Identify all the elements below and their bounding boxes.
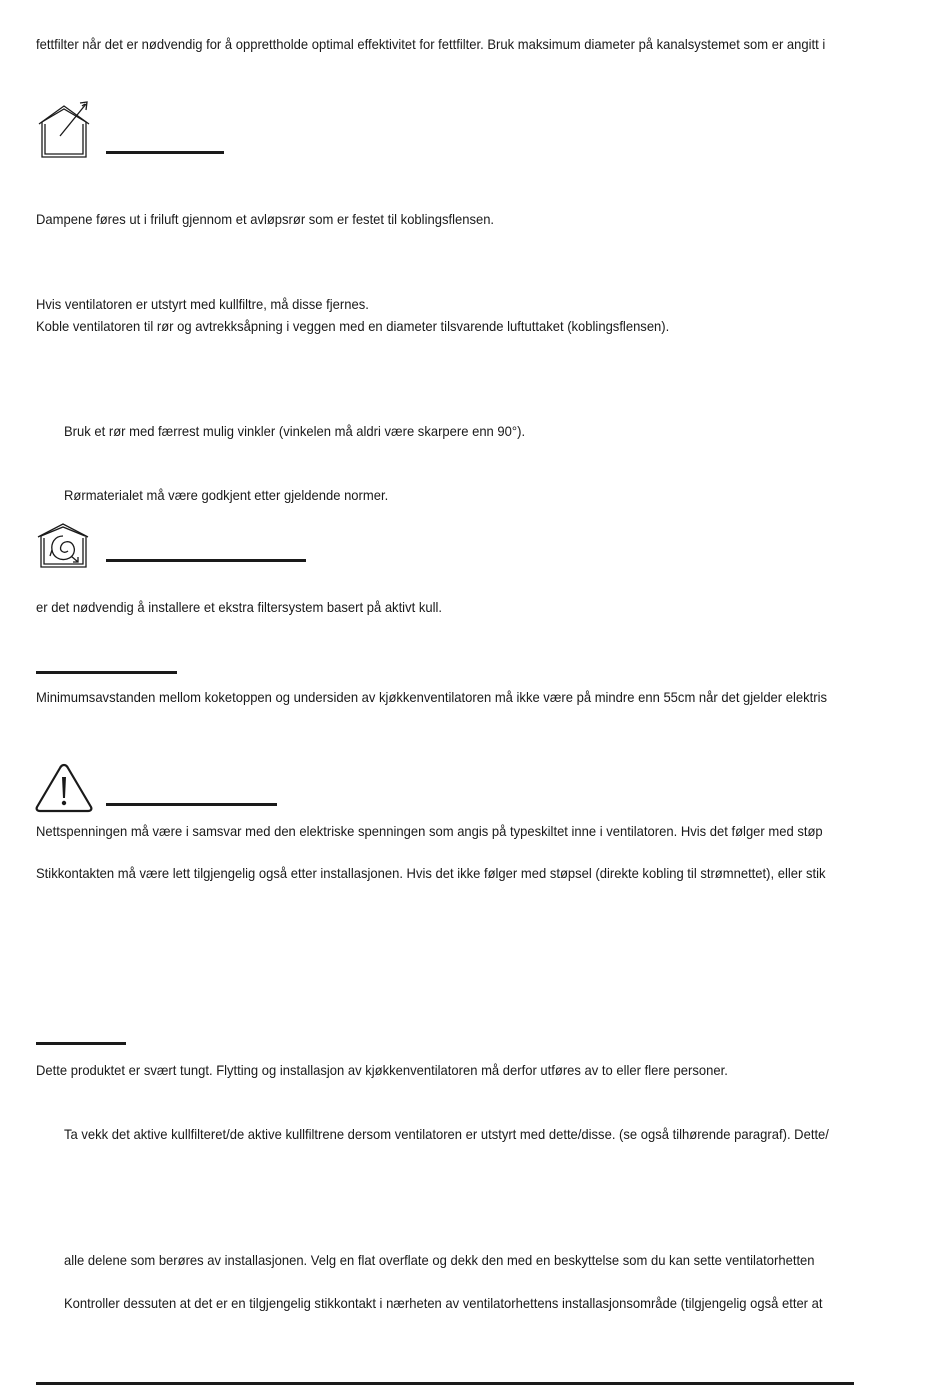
body-text-line: Rørmaterialet må være godkjent etter gjeldende normer. xyxy=(64,487,389,503)
house-recirculation-icon xyxy=(36,522,92,570)
body-text-line: alle delene som berøres av installasjonen. Velg en flat overflate og dekk den med en beskyttelse som du kan sette ventilatorhetten xyxy=(64,1252,815,1268)
body-text-line: Hvis ventilatoren er utstyrt med kullfiltre, må disse fjernes. xyxy=(36,296,369,312)
body-text-line: Nettspenningen må være i samsvar med den elektriske spenningen som angis på typeskiltet inne i ventilatoren. Hvis det følger med støp xyxy=(36,823,823,839)
body-text-line: Dampene føres ut i friluft gjennom et avløpsrør som er festet til koblingsflensen. xyxy=(36,211,495,227)
section-heading-underline xyxy=(106,151,224,154)
section-heading-underline xyxy=(106,559,306,562)
section-heading-underline xyxy=(106,803,277,806)
body-text-line: Kontroller dessuten at det er en tilgjengelig stikkontakt i nærheten av ventilatorhettens installasjonsområde (tilgjengelig også etter at xyxy=(64,1295,823,1311)
body-text-line: Minimumsavstanden mellom koketoppen og undersiden av kjøkkenventilatoren må ikke være på mindre enn 55cm når det gjelder elektris xyxy=(36,689,828,705)
body-text-line: Ta vekk det aktive kullfilteret/de aktive kullfiltrene dersom ventilatoren er utstyrt med dette/disse. (se også tilhørende paragraf). Dette/ xyxy=(64,1126,829,1142)
page-bottom-rule xyxy=(36,1382,854,1385)
section-heading-underline xyxy=(36,671,177,674)
body-text-line: er det nødvendig å installere et ekstra filtersystem basert på aktivt kull. xyxy=(36,599,442,615)
body-text-line: fettfilter når det er nødvendig for å opprettholde optimal effektivitet for fettfilter. Bruk maksimum diameter på kanalsystemet som er angitt i xyxy=(36,36,826,52)
body-text-line: Bruk et rør med færrest mulig vinkler (vinkelen må aldri være skarpere enn 90°). xyxy=(64,423,526,439)
warning-triangle-icon xyxy=(34,762,94,814)
body-text-line: Dette produktet er svært tungt. Flytting og installasjon av kjøkkenventilatoren må derfor utføres av to eller flere personer. xyxy=(36,1062,728,1078)
section-heading-underline xyxy=(36,1042,126,1045)
body-text-line: Koble ventilatoren til rør og avtrekksåpning i veggen med en diameter tilsvarende luftuttaket (koblingsflensen). xyxy=(36,318,670,334)
house-exhaust-arrow-icon xyxy=(36,100,92,160)
body-text-line: Stikkontakten må være lett tilgjengelig også etter installasjonen. Hvis det ikke følger med støpsel (direkte kobling til strømnettet), eller stik xyxy=(36,865,826,881)
